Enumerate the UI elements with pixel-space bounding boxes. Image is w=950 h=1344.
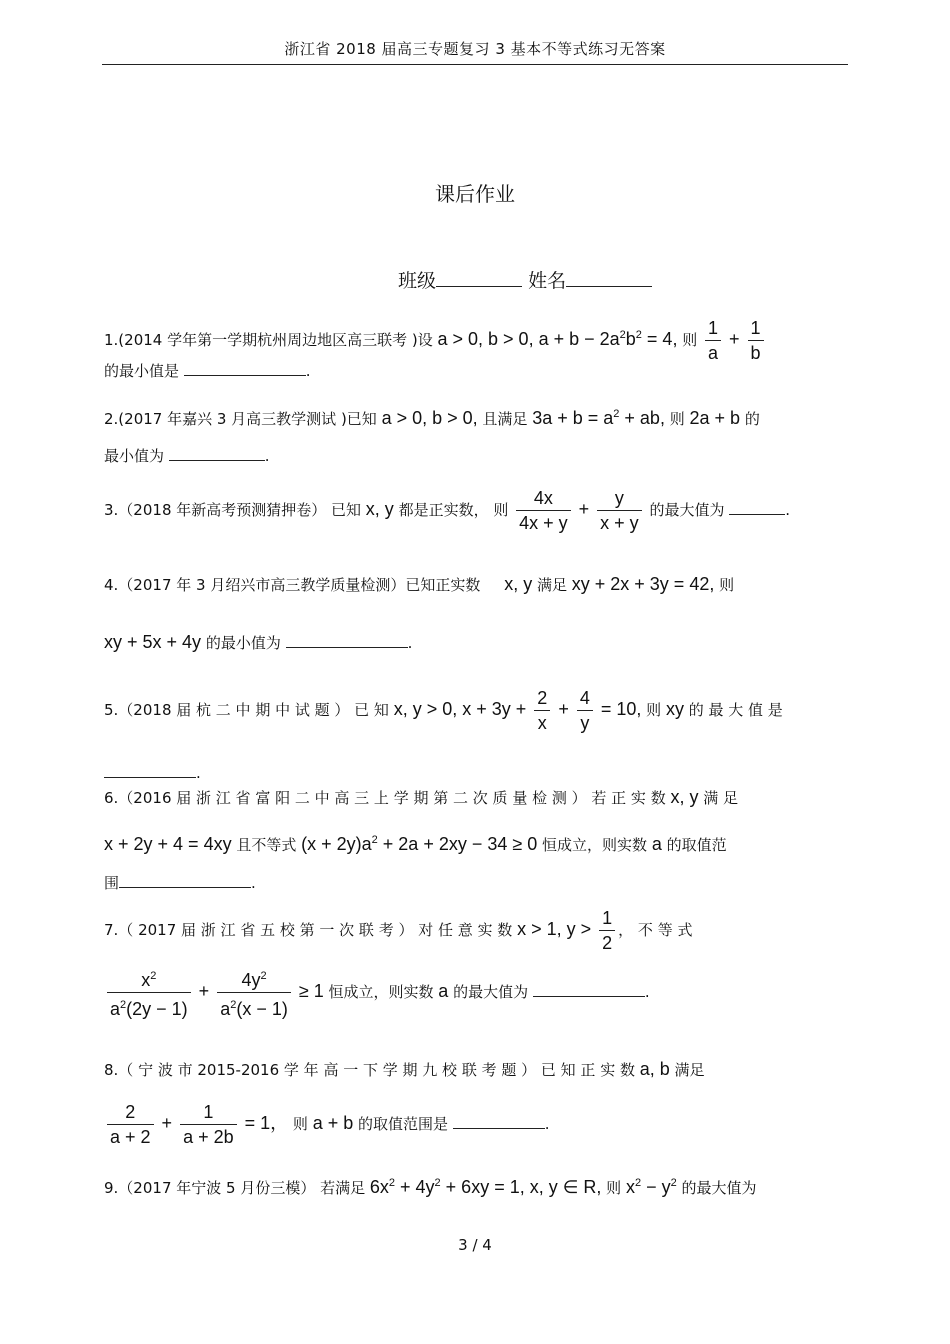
q5-frac-2: $\frac{4}{y}$: [577, 686, 593, 735]
answer-blank-1: [184, 374, 306, 376]
class-label: 班级: [398, 270, 437, 292]
class-blank: [436, 285, 522, 287]
q7-frac-1: $\frac{x^2}{a^2(2y - 1)}$: [107, 964, 191, 1021]
class-name-line: [398, 266, 652, 293]
q7-frac-2: $\frac{4y^2}{a^2(x - 1)}$: [217, 964, 291, 1021]
question-4-line-2: xy + 5x + 4y 的最小值为 .: [104, 632, 413, 652]
answer-blank-3: [729, 513, 785, 515]
q1-frac-2: $\frac{1}{b}$: [748, 316, 764, 365]
question-6-line-2: x + 2y + 4 = 4xy 且不等式 $(x + 2y)a^2 + 2a + 2xy - 34 \ge 0$ 恒成立，则实数 a 的取值范: [104, 834, 727, 854]
question-7: 7.（ 2017 届 浙 江 省 五 校 第 一 次 联 考 ） 对 任 意 实 数 x > 1, y > $\frac{1}{2}$ ， 不 等 式: [104, 908, 693, 953]
question-7-line-2: $\frac{x^2}{a^2(2y - 1)}$ + $\frac{4y^2}{a^2(x - 1)}$ ≥ 1 恒成立，则实数 a 的最大值为 .: [104, 964, 846, 1021]
question-5-line-2: .: [104, 762, 846, 784]
question-1-line-2: 的最小值是 .: [104, 362, 311, 380]
q1-frac-1: $\frac{1}{a}$: [705, 316, 721, 365]
answer-blank-8: [453, 1127, 545, 1129]
question-2-line-2: 最小值为 .: [104, 447, 270, 465]
q8-frac-1: $\frac{2}{a + 2}$: [107, 1100, 154, 1149]
answer-blank-4: [286, 646, 408, 648]
q7-frac-half: $\frac{1}{2}$: [599, 906, 615, 955]
question-8: 8.（ 宁 波 市 2015-2016 学 年 高 一 下 学 期 九 校 联 考 题 ） 已 知 正 实 数 a, b 满足: [104, 1059, 705, 1079]
answer-blank-2: [169, 459, 265, 461]
page-title: 课后作业: [435, 182, 515, 206]
q3-frac-1: $\frac{4x}{4x + y}$: [516, 486, 571, 535]
answer-blank-7: [533, 995, 645, 997]
q8-frac-2: $\frac{1}{a + 2b}$: [180, 1100, 237, 1149]
question-3: 3.（2018 年新高考预测猜押卷） 已知 x, y 都是正实数， 则 $\frac{4x}{4x + y}$ + $\frac{y}{x + y}$ 的最大值为 .: [104, 488, 791, 533]
page-header: 浙江省 2018 届高三专题复习 3 基本不等式练习无答案: [102, 38, 848, 65]
question-4: 4.（2017 年 3 月绍兴市高三教学质量检测）已知正实数 x, y 满足 xy + 2x + 3y = 42, 则: [104, 574, 735, 594]
question-6-line-3: 围 .: [104, 874, 256, 892]
question-9: 9.（2017 年宁波 5 月份三模） 若满足 $6x^2 + 4y^2 + 6xy = 1$, x, y ∈ R, 则 $x^2 - y^2$ 的最大值为: [104, 1177, 757, 1197]
name-blank: [566, 285, 652, 287]
name-label: 姓名: [528, 270, 567, 292]
answer-blank-5: [104, 776, 196, 778]
q5-frac-1: $\frac{2}{x}$: [534, 686, 550, 735]
q3-frac-2: $\frac{y}{x + y}$: [597, 486, 642, 535]
q1-math: a > 0, b > 0, $a + b - 2a^2b^2 = 4$,: [437, 329, 678, 349]
answer-blank-6: [119, 886, 251, 888]
question-8-line-2: $\frac{2}{a + 2}$ + $\frac{1}{a + 2b}$ = 1， 则 a + b 的取值范围是 .: [104, 1100, 846, 1149]
question-2: 2.(2017 年嘉兴 3 月高三教学测试 )已知 a > 0, b > 0, 且满足 $3a + b = a^2$ + ab, 则 2a + b 的: [104, 408, 760, 428]
page-number: 3 / 4: [458, 1236, 492, 1254]
question-1: 1.(2014 学年第一学期杭州周边地区高三联考 )设 a > 0, b > 0, $a + b - 2a^2b^2 = 4$, 则 $\frac{1}{a}$ + $\frac{1}{b}$: [104, 316, 846, 365]
q1-text: 1.(2014 学年第一学期杭州周边地区高三联考 )设: [104, 331, 438, 349]
question-6: 6.（2016 届 浙 江 省 富 阳 二 中 高 三 上 学 期 第 二 次 质 量 检 测 ） 若 正 实 数 x, y 满 足: [104, 787, 739, 807]
question-5: 5.（2018 届 杭 二 中 期 中 试 题 ） 已 知 x, y > 0, x + 3y + $\frac{2}{x}$ + $\frac{4}{y}$ = 10, 则 xy 的 最 大 值 是: [104, 688, 783, 733]
